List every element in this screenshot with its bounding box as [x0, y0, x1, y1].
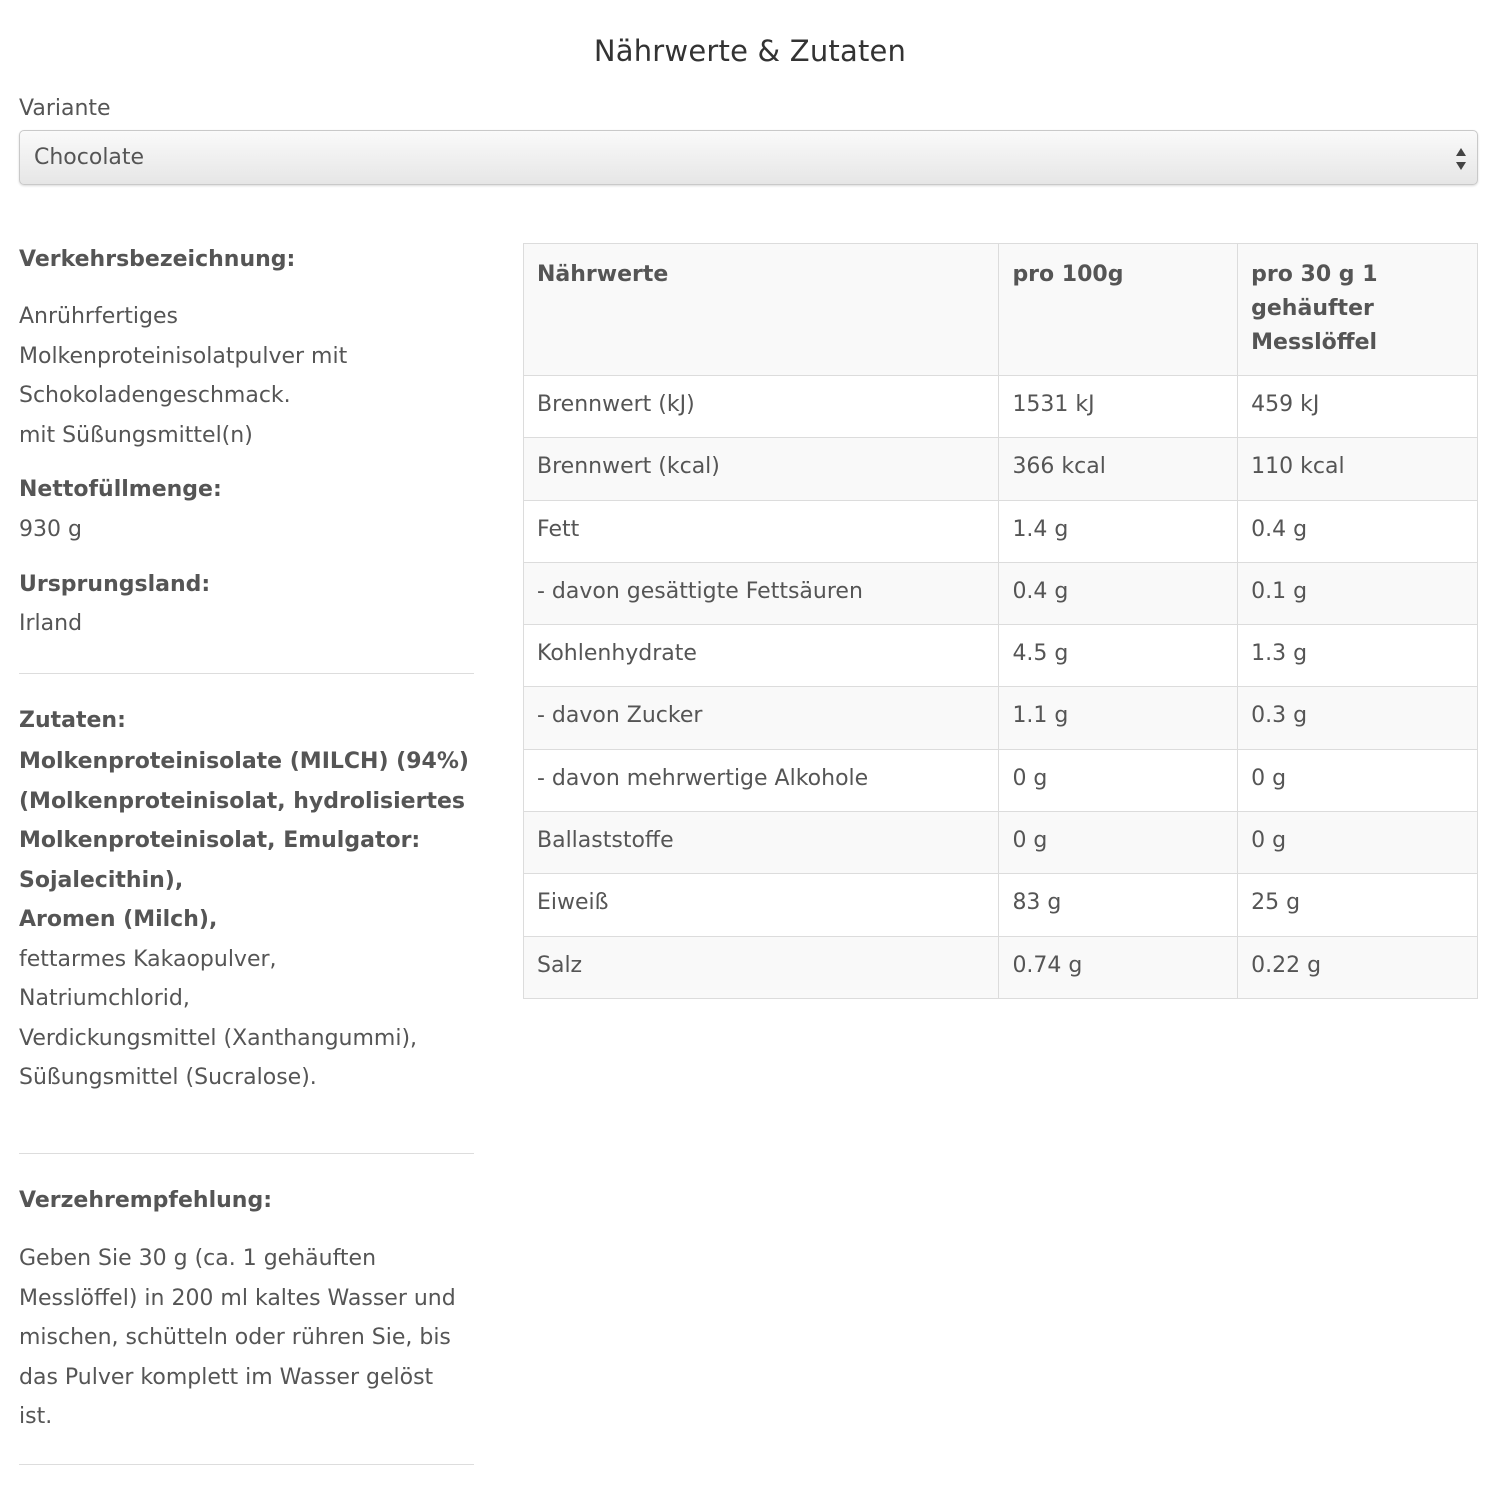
header-naehrwerte: Nährwerte — [524, 244, 999, 376]
cell-nutrient: Brennwert (kJ) — [524, 376, 999, 438]
verkehrsbezeichnung-line: Schokoladengeschmack. — [19, 383, 291, 408]
page-title: Nährwerte & Zutaten — [593, 34, 907, 68]
cell-per-100g: 0.4 g — [999, 562, 1238, 624]
cell-nutrient: Eiweiß — [524, 874, 999, 936]
verzehrempfehlung-line: das Pulver komplett im Wasser gelöst — [19, 1364, 434, 1390]
cell-nutrient: Fett — [524, 500, 999, 562]
nutrition-table — [523, 243, 1478, 999]
verzehrempfehlung-line: mischen, schütteln oder rühren Sie, bis — [19, 1325, 451, 1350]
cell-nutrient: - davon gesättigte Fettsäuren — [524, 562, 999, 624]
zutaten-label: Zutaten: — [19, 708, 126, 733]
cell-per-100g: 83 g — [999, 874, 1238, 936]
ursprungsland-value: Irland — [19, 611, 83, 636]
cell-per-portion: 0.3 g — [1238, 687, 1478, 749]
ursprungsland-label: Ursprungsland: — [19, 572, 211, 597]
table-row — [524, 874, 1478, 936]
verkehrsbezeichnung-text — [19, 297, 347, 455]
cell-per-100g: 4.5 g — [999, 625, 1238, 687]
cell-per-100g: 1.4 g — [999, 500, 1238, 562]
verkehrsbezeichnung-line: Molkenproteinisolatpulver mit — [19, 343, 348, 369]
cell-per-portion: 25 g — [1238, 874, 1478, 936]
cell-per-portion: 0 g — [1238, 812, 1478, 874]
cell-per-portion: 459 kJ — [1238, 376, 1478, 438]
cell-per-100g: 1531 kJ — [999, 376, 1238, 438]
zutaten-bold-line: Sojalecithin), — [19, 867, 184, 893]
verkehrsbezeichnung-line: mit Süßungsmittel(n) — [19, 422, 253, 448]
verzehrempfehlung-line: Messlöffel) in 200 ml kaltes Wasser und — [19, 1285, 456, 1311]
zutaten-line: Verdickungsmittel (Xanthangummi), — [19, 1025, 418, 1051]
cell-per-100g: 0 g — [999, 749, 1238, 811]
verzehrempfehlung-line: Geben Sie 30 g (ca. 1 gehäuften — [19, 1246, 377, 1271]
table-header-row — [524, 244, 1478, 376]
cell-nutrient: - davon Zucker — [524, 687, 999, 749]
zutaten-text — [19, 742, 469, 1098]
variant-label: Variante — [19, 96, 111, 121]
table-row — [524, 562, 1478, 624]
verkehrsbezeichnung-line: Anrührfertiges — [19, 304, 178, 329]
table-row — [524, 625, 1478, 687]
cell-per-portion: 0.22 g — [1238, 936, 1478, 998]
verzehrempfehlung-text — [19, 1239, 456, 1437]
verkehrsbezeichnung-label: Verkehrsbezeichnung: — [19, 247, 296, 272]
nutrition-table-body — [524, 376, 1478, 999]
select-arrows-icon — [1455, 146, 1467, 172]
divider — [19, 673, 474, 674]
zutaten-bold-line: Aromen (Milch), — [19, 907, 218, 932]
cell-per-100g: 366 kcal — [999, 438, 1238, 500]
cell-nutrient: Ballaststoffe — [524, 812, 999, 874]
cell-per-portion: 1.3 g — [1238, 625, 1478, 687]
nettofuellmenge-value: 930 g — [19, 517, 82, 542]
zutaten-line: Süßungsmittel (Sucralose). — [19, 1065, 317, 1090]
cell-per-portion: 0 g — [1238, 749, 1478, 811]
table-row — [524, 812, 1478, 874]
table-row — [524, 500, 1478, 562]
zutaten-bold-line: Molkenproteinisolat, Emulgator: — [19, 828, 421, 853]
zutaten-line: fettarmes Kakaopulver, — [19, 946, 277, 972]
cell-per-100g: 1.1 g — [999, 687, 1238, 749]
table-row — [524, 438, 1478, 500]
cell-nutrient: Salz — [524, 936, 999, 998]
zutaten-bold-line: (Molkenproteinisolat, hydrolisiertes — [19, 788, 465, 814]
cell-nutrient: Brennwert (kcal) — [524, 438, 999, 500]
verzehrempfehlung-label: Verzehrempfehlung: — [19, 1188, 272, 1213]
cell-nutrient: - davon mehrwertige Alkohole — [524, 749, 999, 811]
zutaten-bold-line: Molkenproteinisolate (MILCH) (94%) — [19, 749, 469, 774]
nettofuellmenge-label: Nettofüllmenge: — [19, 477, 222, 502]
table-row — [524, 936, 1478, 998]
table-row — [524, 749, 1478, 811]
header-pro-100g: pro 100g — [999, 244, 1238, 376]
verzehrempfehlung-line: ist. — [19, 1404, 53, 1429]
header-pro-portion: pro 30 g 1 gehäufter Messlöffel — [1238, 244, 1478, 376]
cell-per-portion: 110 kcal — [1238, 438, 1478, 500]
variant-select[interactable] — [19, 130, 1478, 185]
cell-per-100g: 0 g — [999, 812, 1238, 874]
cell-nutrient: Kohlenhydrate — [524, 625, 999, 687]
cell-per-portion: 0.1 g — [1238, 562, 1478, 624]
divider — [19, 1153, 474, 1154]
variant-select-value: Chocolate — [34, 145, 145, 170]
cell-per-portion: 0.4 g — [1238, 500, 1478, 562]
cell-per-100g: 0.74 g — [999, 936, 1238, 998]
zutaten-line: Natriumchlorid, — [19, 986, 190, 1011]
divider — [19, 1464, 474, 1465]
table-row — [524, 687, 1478, 749]
table-row — [524, 376, 1478, 438]
